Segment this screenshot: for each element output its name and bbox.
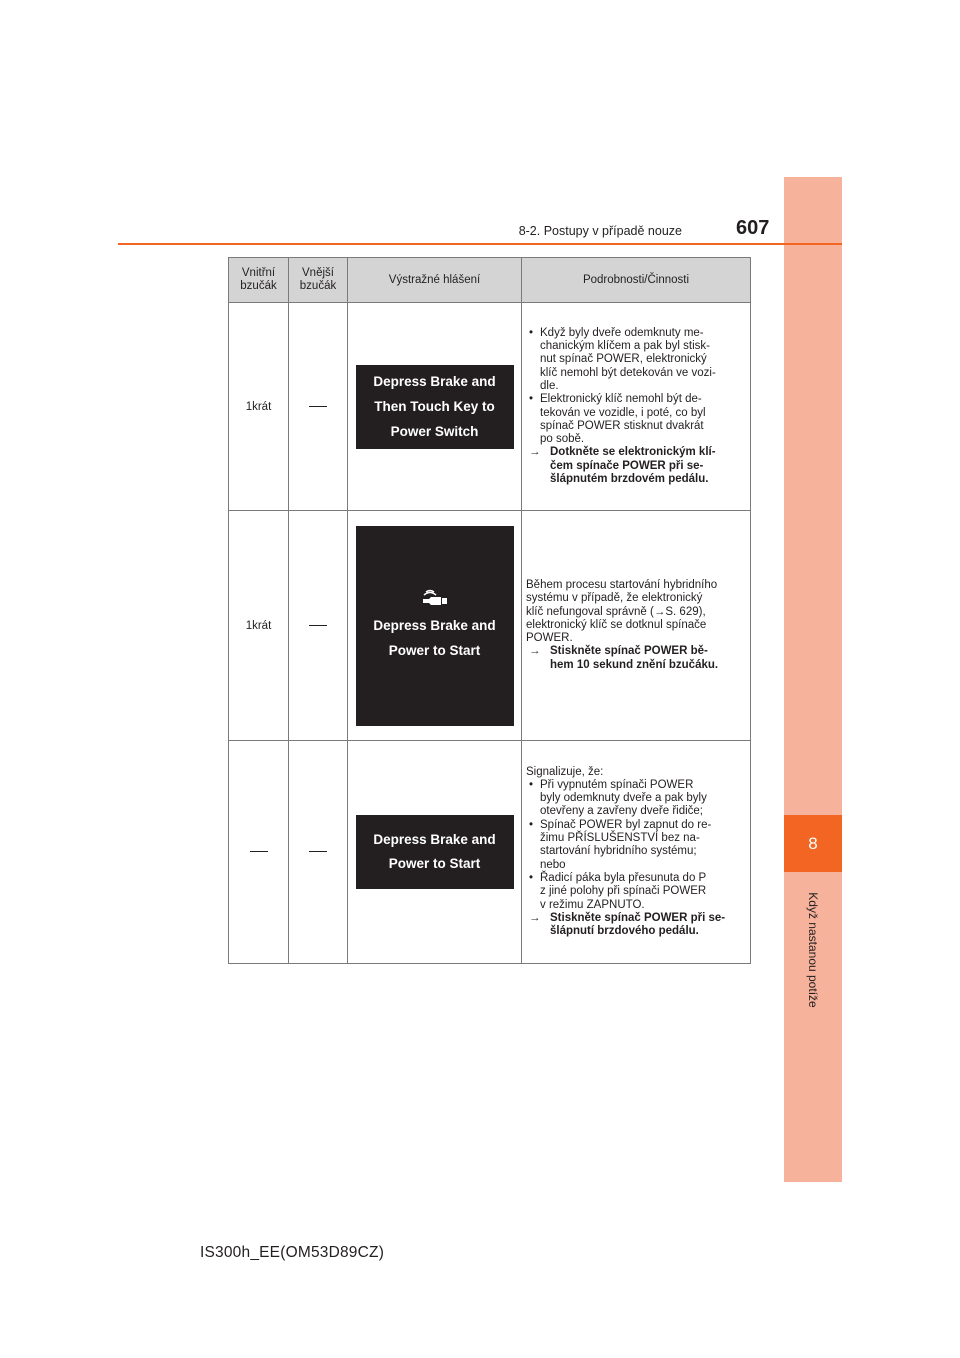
message-line: Power to Start (388, 642, 481, 658)
key-warning-icon (420, 589, 450, 609)
header-warning-message: Výstražné hlášení (348, 258, 522, 303)
details-cell (522, 511, 751, 741)
header-divider (118, 243, 842, 245)
detail-action: → Stiskněte spínač POWER při se- šlápnutí brzdového pedálu. (529, 911, 726, 938)
header-details: Podrobnosti/Činnosti (522, 258, 751, 303)
detail-intro: Během procesu startování hybridního systému v případě, že elektronický klíč nefungoval správně (→S. 629), elektronický klíč se dotknul spínače POWER. (526, 578, 718, 645)
inner-buzzer-cell (229, 741, 289, 964)
inner-buzzer-count: 1krát (245, 619, 272, 632)
outer-buzzer-cell (289, 511, 348, 741)
warning-messages-table (228, 257, 751, 964)
table-row (229, 511, 751, 741)
message-cell (348, 511, 522, 741)
detail-bullet: • Při vypnutém spínači POWER byly odemknuty dveře a pak byly otevřeny a zavřeny dveře řidiče; (529, 778, 707, 818)
page-number: 607 (736, 217, 770, 239)
section-title: 8-2. Postupy v případě nouze (518, 224, 682, 238)
em-dash-line (309, 625, 327, 626)
outer-buzzer-cell (289, 303, 348, 511)
inner-buzzer-cell (229, 303, 289, 511)
details-cell (522, 741, 751, 964)
warning-message-display (356, 526, 514, 726)
em-dash-line (309, 406, 327, 407)
detail-action: → Stiskněte spínač POWER bě- hem 10 sekund znění bzučáku. (529, 645, 719, 671)
message-cell (348, 741, 522, 964)
em-dash-line (250, 851, 268, 852)
chapter-title: Když nastanou potíže (806, 892, 820, 1008)
detail-intro: Signalizuje, že: (526, 765, 604, 778)
chapter-sidebar (784, 177, 842, 1182)
inner-buzzer-cell (229, 511, 289, 741)
header-outer-buzzer: Vnější bzučák (289, 258, 348, 303)
message-line: Depress Brake and (373, 832, 496, 847)
details-cell (522, 303, 751, 511)
message-line: Power to Start (388, 856, 481, 871)
inner-buzzer-count: 1krát (245, 400, 272, 413)
detail-bullet: • Elektronický klíč nemohl být de- tekován ve vozidle, i poté, co byl spínač POWER stisknut dvakrát po sobě. (529, 393, 706, 446)
table-header-row (229, 258, 751, 303)
outer-buzzer-cell (289, 741, 348, 964)
detail-bullet: • Řadicí páka byla přesunuta do P z jiné polohy při spínači POWER v režimu ZAPNUTO. (529, 871, 707, 911)
footer-model-code: IS300h_EE(OM53D89CZ) (200, 1244, 385, 1261)
chapter-number-tab[interactable] (784, 815, 842, 872)
table-row (229, 303, 751, 511)
detail-action: → Dotkněte se elektronickým klí- čem spínače POWER při se- šlápnutém brzdovém pedálu. (529, 446, 716, 485)
detail-bullet: • Spínač POWER byl zapnut do re- žimu PŘÍSLUŠENSTVÍ bez na- startování hybridního systému; nebo (529, 818, 712, 871)
message-line: Power Switch (390, 424, 479, 439)
header-inner-buzzer: Vnitřní bzučák (229, 258, 289, 303)
message-line: Depress Brake and (373, 617, 496, 633)
warning-message-display (356, 365, 514, 449)
chapter-number: 8 (808, 833, 818, 853)
table-row (229, 741, 751, 964)
message-line: Then Touch Key to (374, 399, 495, 414)
page-reference-link[interactable]: S. 629 (665, 605, 699, 618)
em-dash-line (309, 851, 327, 852)
message-cell (348, 303, 522, 511)
message-line: Depress Brake and (373, 374, 496, 389)
detail-bullet: • Když byly dveře odemknuty me- chanickým klíčem a pak byl stisk- nut spínač POWER, elektronický klíč nemohl být detekován ve vozi- dle. (529, 326, 716, 392)
warning-message-display (356, 815, 514, 889)
